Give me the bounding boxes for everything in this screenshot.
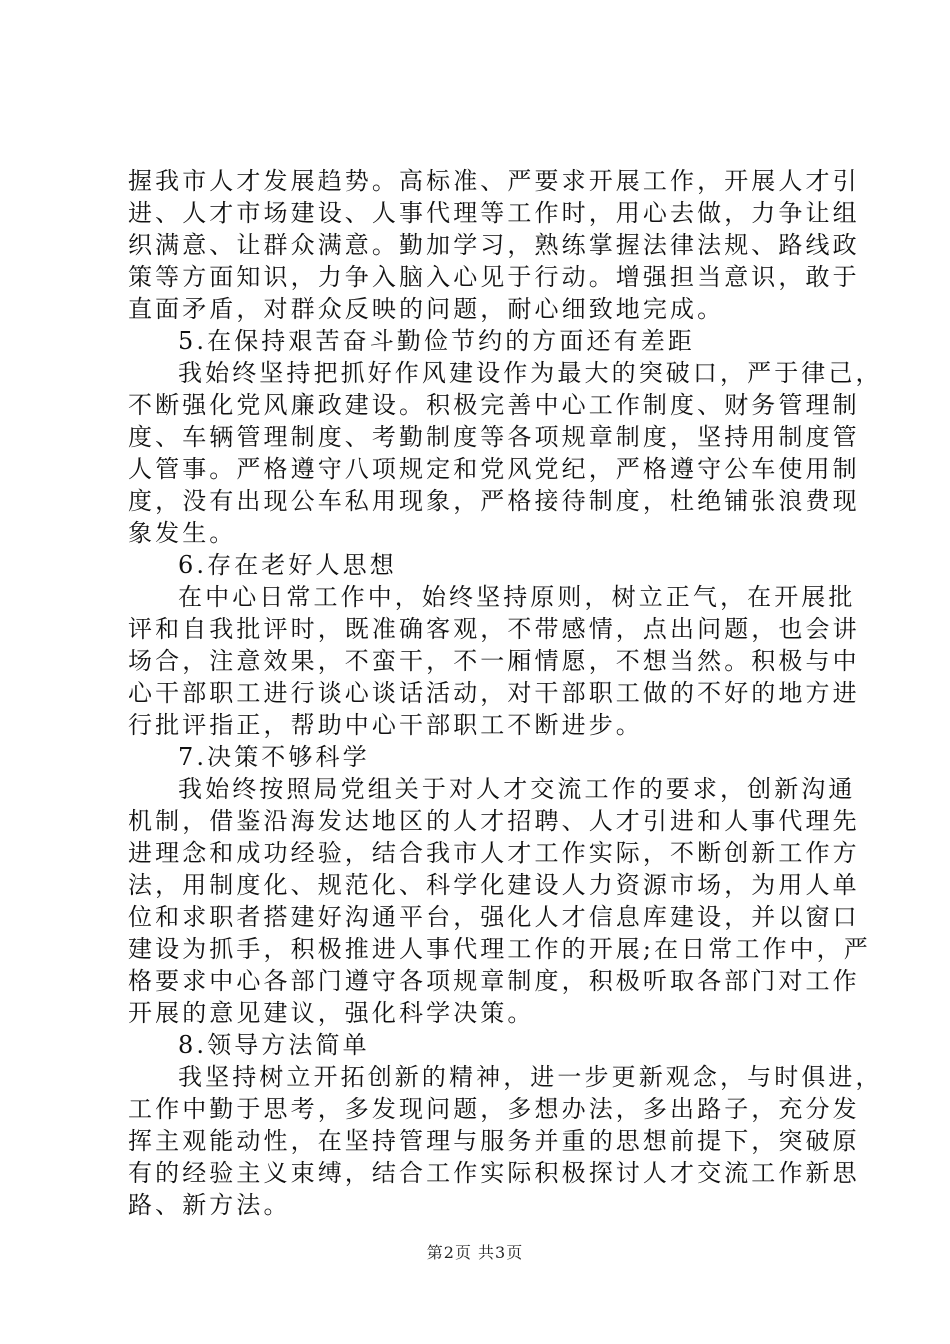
text-line: 位和求职者搭建好沟通平台，强化人才信息库建设，并以窗口 xyxy=(128,903,860,931)
text-line: 格要求中心各部门遵守各项规章制度，积极听取各部门对工作 xyxy=(128,967,860,995)
body-paragraph xyxy=(128,357,883,549)
page-footer: 第2页 共3页 xyxy=(426,1243,524,1262)
document-body xyxy=(128,165,883,1221)
text-line: 度，没有出现公车私用现象，严格接待制度，杜绝铺张浪费现 xyxy=(128,487,860,515)
text-line: 策等方面知识，力争入脑入心见于行动。增强担当意识，敢于 xyxy=(128,263,860,291)
text-line: 评和自我批评时，既准确客观，不带感情，点出问题，也会讲 xyxy=(128,615,860,643)
text-line: 路、新方法。 xyxy=(128,1191,291,1219)
text-line: 进理念和成功经验，结合我市人才工作实际，不断创新工作方 xyxy=(128,839,860,867)
heading-line: 8.领导方法简单 xyxy=(178,1031,370,1059)
text-line: 我始终坚持把抓好作风建设作为最大的突破口，严于律己， xyxy=(178,359,883,387)
text-line: 直面矛盾，对群众反映的问题，耐心细致地完成。 xyxy=(128,295,725,323)
text-line: 法，用制度化、规范化、科学化建设人力资源市场，为用人单 xyxy=(128,871,860,899)
heading-line: 7.决策不够科学 xyxy=(178,743,370,771)
heading-line: 6.存在老好人思想 xyxy=(178,551,397,579)
text-line: 在中心日常工作中，始终坚持原则，树立正气，在开展批 xyxy=(178,583,856,611)
body-paragraph xyxy=(128,773,871,1029)
text-line: 织满意、让群众满意。勤加学习，熟练掌握法律法规、路线政 xyxy=(128,231,860,259)
text-line: 挥主观能动性，在坚持管理与服务并重的思想前提下，突破原 xyxy=(128,1127,860,1155)
section-heading xyxy=(128,549,828,581)
section-heading xyxy=(128,1029,828,1061)
text-line: 我始终按照局党组关于对人才交流工作的要求，创新沟通 xyxy=(178,775,856,803)
text-line: 象发生。 xyxy=(128,519,237,547)
text-line: 心干部职工进行谈心谈话活动，对干部职工做的不好的地方进 xyxy=(128,679,860,707)
text-line: 人管事。严格遵守八项规定和党风党纪，严格遵守公车使用制 xyxy=(128,455,860,483)
text-line: 建设为抓手，积极推进人事代理工作的开展;在日常工作中，严 xyxy=(128,935,871,963)
text-line: 我坚持树立开拓创新的精神，进一步更新观念，与时俱进， xyxy=(178,1063,883,1091)
text-line: 机制，借鉴沿海发达地区的人才招聘、人才引进和人事代理先 xyxy=(128,807,860,835)
text-line: 场合，注意效果，不蛮干，不一厢情愿，不想当然。积极与中 xyxy=(128,647,860,675)
heading-line: 5.在保持艰苦奋斗勤俭节约的方面还有差距 xyxy=(178,327,695,355)
text-line: 有的经验主义束缚，结合工作实际积极探讨人才交流工作新思 xyxy=(128,1159,860,1187)
body-paragraph xyxy=(128,165,860,325)
text-line: 行批评指正，帮助中心干部职工不断进步。 xyxy=(128,711,643,739)
text-line: 度、车辆管理制度、考勤制度等各项规章制度，坚持用制度管 xyxy=(128,423,860,451)
section-heading xyxy=(128,325,828,357)
body-paragraph xyxy=(128,581,860,741)
text-line: 进、人才市场建设、人事代理等工作时，用心去做，力争让组 xyxy=(128,199,860,227)
text-line: 开展的意见建议，强化科学决策。 xyxy=(128,999,535,1027)
body-paragraph xyxy=(128,1061,883,1221)
section-heading xyxy=(128,741,828,773)
text-line: 工作中勤于思考，多发现问题，多想办法，多出路子，充分发 xyxy=(128,1095,860,1123)
text-line: 握我市人才发展趋势。高标准、严要求开展工作，开展人才引 xyxy=(128,167,860,195)
text-line: 不断强化党风廉政建设。积极完善中心工作制度、财务管理制 xyxy=(128,391,860,419)
